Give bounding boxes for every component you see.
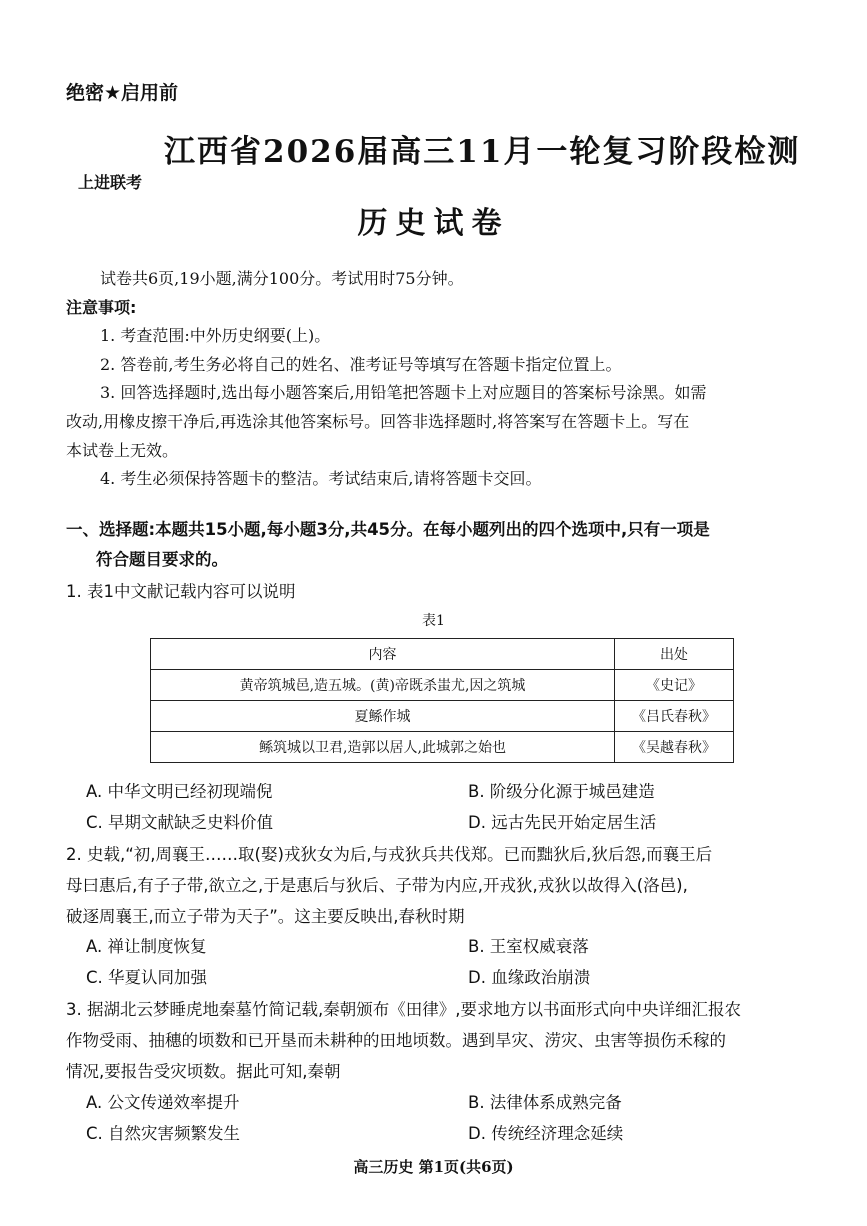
- option-c[interactable]: C. 华夏认同加强: [86, 968, 208, 987]
- table-cell-source: 《吕氏春秋》: [615, 701, 734, 732]
- table-cell-source: 《史记》: [615, 670, 734, 701]
- option-b[interactable]: B. 法律体系成熟完备: [468, 1093, 622, 1112]
- subject-title: 历史试卷: [357, 206, 510, 241]
- option-b[interactable]: B. 阶级分化源于城邑建造: [468, 782, 655, 801]
- option-a[interactable]: A. 公文传递效率提升: [86, 1093, 240, 1112]
- question-2-stem: 2. 史载,“初,周襄王……取(娶)戎狄女为后,与戎狄兵共伐郑。已而黜狄后,狄后怨,而襄王后: [66, 845, 713, 864]
- notice-line: 1. 考查范围:中外历史纲要(上)。: [100, 326, 331, 345]
- notice-line: 2. 答卷前,考生务必将自己的姓名、准考证号等填写在答题卡指定位置上。: [100, 355, 622, 374]
- table-header-row: [151, 639, 734, 670]
- option-d[interactable]: D. 传统经济理念延续: [468, 1124, 624, 1143]
- question-2-stem-cont: 母曰惠后,有子子带,欲立之,于是惠后与狄后、子带为内应,开戎狄,戎狄以故得入(洛邑),: [66, 876, 688, 895]
- page-footer: 高三历史 第1页(共6页): [353, 1158, 514, 1176]
- question-3-stem: 3. 据湖北云梦睡虎地秦墓竹简记载,秦朝颁布《田律》,要求地方以书面形式向中央详细汇报农: [66, 1000, 741, 1019]
- question-2-stem-cont: 破逐周襄王,而立子带为天子”。这主要反映出,春秋时期: [66, 907, 465, 926]
- question-1-stem: 1. 表1中文献记载内容可以说明: [66, 582, 296, 601]
- option-a[interactable]: A. 中华文明已经初现端倪: [86, 782, 273, 801]
- option-c[interactable]: C. 自然灾害频繁发生: [86, 1124, 241, 1143]
- notice-line: 3. 回答选择题时,选出每小题答案后,用铅笔把答题卡上对应题目的答案标号涂黑。如需: [100, 383, 707, 402]
- question-3-stem-cont: 情况,要报告受灾顷数。据此可知,秦朝: [66, 1062, 341, 1081]
- union-label: 上进联考: [78, 173, 143, 192]
- exam-title: 江西省2026届高三11月一轮复习阶段检测: [164, 134, 801, 170]
- option-a[interactable]: A. 禅让制度恢复: [86, 937, 207, 956]
- table-header-source: 出处: [615, 639, 734, 670]
- table-cell-content: 鲧筑城以卫君,造郭以居人,此城郭之始也: [151, 732, 615, 763]
- notice-line: 本试卷上无效。: [66, 441, 179, 460]
- table-cell-content: 夏鲧作城: [151, 701, 615, 732]
- confidential-mark: 绝密★启用前: [66, 82, 179, 104]
- table-cell-source: 《吴越春秋》: [615, 732, 734, 763]
- option-c[interactable]: C. 早期文献缺乏史料价值: [86, 813, 274, 832]
- table-caption: 表1: [422, 613, 445, 629]
- table-row: [151, 732, 734, 763]
- table-row: [151, 701, 734, 732]
- option-d[interactable]: D. 远古先民开始定居生活: [468, 813, 657, 832]
- section-heading-cont: 符合题目要求的。: [96, 550, 228, 569]
- notice-line: 改动,用橡皮擦干净后,再选涂其他答案标号。回答非选择题时,将答案写在答题卡上。写在: [66, 412, 690, 431]
- table-row: [151, 670, 734, 701]
- source-table: [150, 638, 734, 763]
- question-3-stem-cont: 作物受雨、抽穗的顷数和已开垦而未耕种的田地顷数。遇到旱灾、涝灾、虫害等损伤禾稼的: [66, 1031, 726, 1050]
- section-heading: 一、选择题:本题共15小题,每小题3分,共45分。在每小题列出的四个选项中,只有一项是: [66, 520, 710, 539]
- option-b[interactable]: B. 王室权威衰落: [468, 937, 589, 956]
- table-header-content: 内容: [151, 639, 615, 670]
- exam-intro: 试卷共6页,19小题,满分100分。考试用时75分钟。: [100, 269, 464, 288]
- option-d[interactable]: D. 血缘政治崩溃: [468, 968, 591, 987]
- notice-line: 4. 考生必须保持答题卡的整洁。考试结束后,请将答题卡交回。: [100, 469, 542, 488]
- table-cell-content: 黄帝筑城邑,造五城。(黄)帝既杀蚩尤,因之筑城: [151, 670, 615, 701]
- notice-heading: 注意事项:: [66, 298, 137, 317]
